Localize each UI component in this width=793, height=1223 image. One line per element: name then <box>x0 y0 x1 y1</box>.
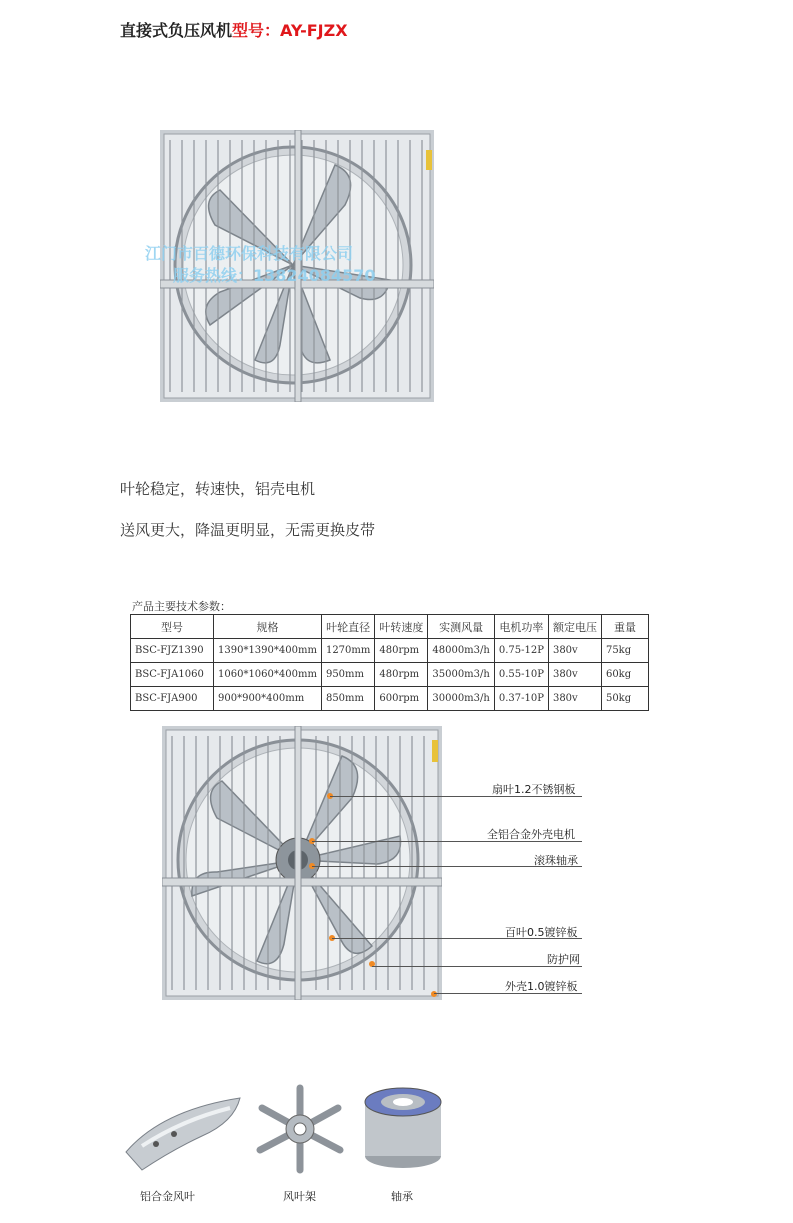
spec-table <box>130 614 649 711</box>
cell-power: 0.55-10P <box>494 663 548 687</box>
table-row <box>131 663 649 687</box>
cell-size: 1060*1060*400mm <box>214 663 322 687</box>
cell-airflow: 48000m3/h <box>428 639 494 663</box>
col-airflow: 实测风量 <box>428 615 494 639</box>
cell-power: 0.37-10P <box>494 687 548 711</box>
cell-voltage: 380v <box>548 663 601 687</box>
callout-bearing: 滚珠轴承 <box>534 854 578 867</box>
callout-shutter: 百叶0.5镀锌板 <box>505 926 578 939</box>
callout-blade: 扇叶1.2不锈钢板 <box>492 783 576 796</box>
page-title <box>120 18 348 41</box>
table-row <box>131 639 649 663</box>
table-row <box>131 687 649 711</box>
feature-line-2: 送风更大，降温更明显，无需更换皮带 <box>120 521 376 539</box>
cell-speed: 480rpm <box>375 639 428 663</box>
cell-airflow: 35000m3/h <box>428 663 494 687</box>
cell-diameter: 850mm <box>321 687 374 711</box>
spec-caption: 产品主要技术参数： <box>132 600 231 613</box>
cell-diameter: 1270mm <box>321 639 374 663</box>
part-label-frame: 风叶架 <box>283 1190 316 1203</box>
callout-motor: 全铝合金外壳电机 <box>487 828 575 841</box>
col-power: 电机功率 <box>494 615 548 639</box>
cell-size: 1390*1390*400mm <box>214 639 322 663</box>
cell-voltage: 380v <box>548 687 601 711</box>
col-diameter: 叶轮直径 <box>321 615 374 639</box>
cell-model: BSC-FJA1060 <box>131 663 214 687</box>
feature-line-1: 叶轮稳定，转速快，铝壳电机 <box>120 480 316 498</box>
col-model: 型号 <box>131 615 214 639</box>
col-speed: 叶转速度 <box>375 615 428 639</box>
callout-housing: 外壳1.0镀锌板 <box>505 980 578 993</box>
callout-guard: 防护网 <box>547 953 580 966</box>
watermark <box>145 243 375 287</box>
cell-speed: 600rpm <box>375 687 428 711</box>
cell-power: 0.75-12P <box>494 639 548 663</box>
cell-model: BSC-FJA900 <box>131 687 214 711</box>
cell-weight: 50kg <box>601 687 648 711</box>
part-label-bearing: 轴承 <box>391 1190 413 1203</box>
fan-structure-image <box>162 726 442 1000</box>
cell-weight: 60kg <box>601 663 648 687</box>
part-label-blade: 铝合金风叶 <box>140 1190 195 1203</box>
bearing-image <box>360 1084 446 1170</box>
cell-size: 900*900*400mm <box>214 687 322 711</box>
title-model: 型号：AY-FJZX <box>232 21 348 40</box>
blade-frame-image <box>250 1084 350 1174</box>
cell-model: BSC-FJZ1390 <box>131 639 214 663</box>
watermark-hotline: 服务热线：13824084570 <box>173 266 376 285</box>
title-main: 直接式负压风机 <box>120 21 233 40</box>
cell-weight: 75kg <box>601 639 648 663</box>
col-weight: 重量 <box>601 615 648 639</box>
cell-diameter: 950mm <box>321 663 374 687</box>
cell-airflow: 30000m3/h <box>428 687 494 711</box>
aluminum-blade-image <box>122 1092 244 1174</box>
spec-header-row <box>131 615 649 639</box>
cell-speed: 480rpm <box>375 663 428 687</box>
watermark-company: 江门市百德环保科技有限公司 <box>145 244 354 263</box>
col-voltage: 额定电压 <box>548 615 601 639</box>
col-size: 规格 <box>214 615 322 639</box>
cell-voltage: 380v <box>548 639 601 663</box>
